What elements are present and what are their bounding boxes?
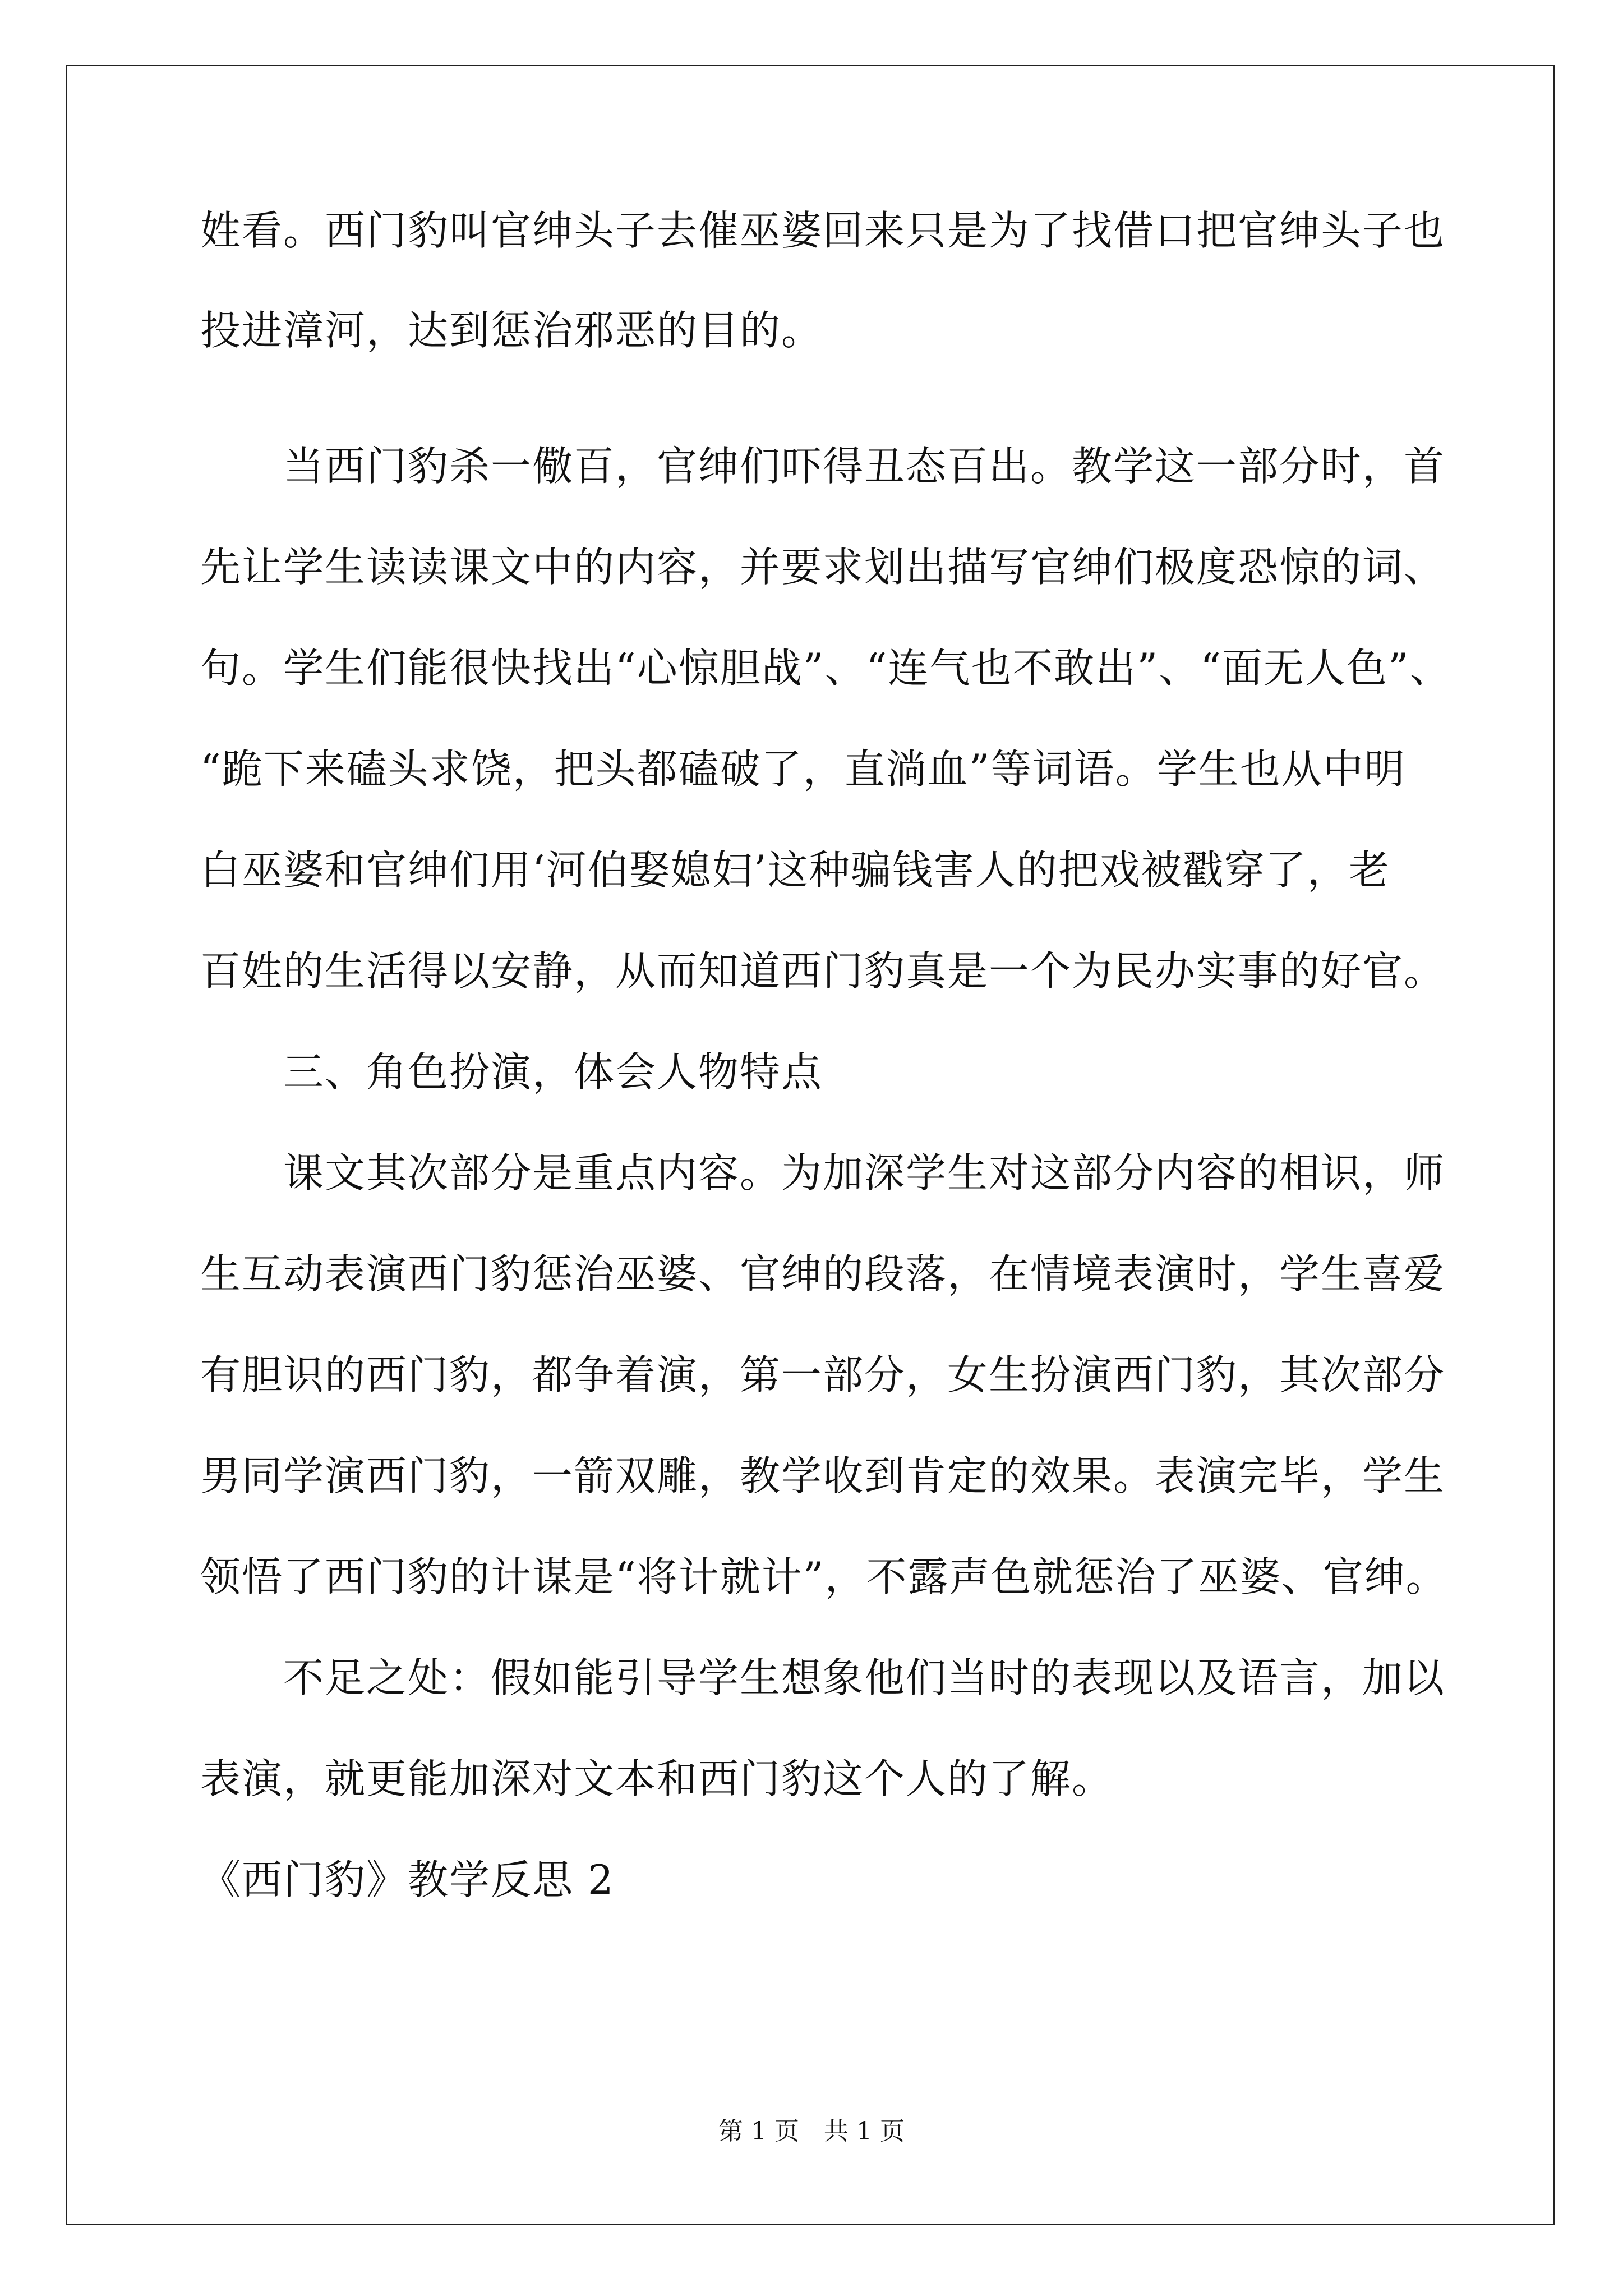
text-line: 姓看。西门豹叫官绅头子去催巫婆回来只是为了找借口把官绅头子也 (200, 207, 1446, 254)
text-line: 百姓的生活得以安静，从而知道西门豹真是一个为民办实事的好官。 (200, 947, 1446, 995)
text-line: 男同学演西门豹，一箭双雕，教学收到肯定的效果。表演完毕，学生 (200, 1452, 1446, 1499)
page-footer: 第 1 页 共 1 页 (718, 2117, 905, 2146)
text-line: 课文其次部分是重点内容。为加深学生对这部分内容的相识，师 (200, 1149, 1446, 1197)
text-line: 不足之处：假如能引导学生想象他们当时的表现以及语言，加以 (200, 1654, 1446, 1701)
text-line: 句。学生们能很快找出“心惊胆战”、“连气也不敢出”、“面无人色”、 (200, 645, 1451, 692)
text-line: 当西门豹杀一儆百，官绅们吓得丑态百出。教学这一部分时，首 (200, 443, 1446, 490)
text-line: “跪下来磕头求饶，把头都磕破了，直淌血”等词语。学生也从中明 (200, 746, 1406, 793)
text-line: 三、角色扮演，体会人物特点 (200, 1048, 823, 1096)
text-line: 白巫婆和官绅们用‘河伯娶媳妇’这种骗钱害人的把戏被戳穿了，老 (200, 846, 1390, 894)
text-line: 先让学生读读课文中的内容，并要求划出描写官绅们极度恐惊的词、 (200, 544, 1446, 591)
section-heading: 《西门豹》教学反思 2 (200, 1856, 615, 1903)
text-line: 有胆识的西门豹，都争着演，第一部分，女生扮演西门豹，其次部分 (200, 1351, 1446, 1398)
text-line: 领悟了西门豹的计谋是“将计就计”，不露声色就惩治了巫婆、官绅。 (200, 1553, 1447, 1600)
text-line: 生互动表演西门豹惩治巫婆、官绅的段落，在情境表演时，学生喜爱 (200, 1250, 1446, 1297)
text-line: 表演，就更能加深对文本和西门豹这个人的了解。 (200, 1755, 1114, 1802)
text-line: 投进漳河，达到惩治邪恶的目的。 (200, 307, 823, 354)
